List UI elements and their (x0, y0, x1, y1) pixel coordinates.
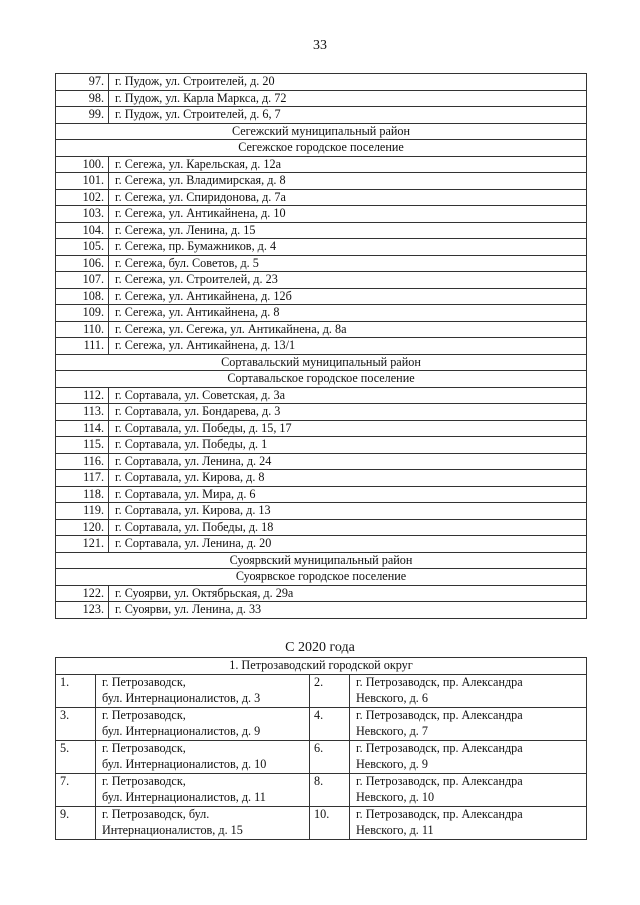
row-number: 1. (56, 675, 96, 708)
address-line: г. Петрозаводск, пр. Александра (356, 675, 523, 689)
address-line: Интернационалистов, д. 15 (102, 822, 243, 837)
table-row (56, 519, 587, 536)
row-address: г. Сегежа, бул. Советов, д. 5 (109, 255, 587, 272)
row-number: 119. (56, 503, 109, 520)
table-row (56, 272, 587, 289)
row-number: 111. (56, 338, 109, 355)
page-number: 33 (313, 38, 327, 53)
table-row (56, 774, 587, 807)
row-address: г. Сегежа, ул. Антикайнена, д. 8 (109, 305, 587, 322)
section-header-row (56, 123, 587, 140)
table-row (56, 107, 587, 124)
table-row (56, 239, 587, 256)
row-address (350, 675, 587, 708)
row-address (96, 807, 310, 840)
row-number: 103. (56, 206, 109, 223)
row-number: 112. (56, 387, 109, 404)
row-number: 97. (56, 74, 109, 91)
section-header: Сегежское городское поселение (56, 140, 587, 157)
table-row (56, 585, 587, 602)
row-number: 122. (56, 585, 109, 602)
table-row (56, 156, 587, 173)
row-address: г. Сортавала, ул. Кирова, д. 13 (109, 503, 587, 520)
row-number: 9. (56, 807, 96, 840)
table-row (56, 387, 587, 404)
row-address: г. Сегежа, пр. Бумажников, д. 4 (109, 239, 587, 256)
row-address: г. Сортавала, ул. Победы, д. 1 (109, 437, 587, 454)
address-line: г. Петрозаводск, (102, 708, 186, 722)
table-row (56, 602, 587, 619)
row-number: 105. (56, 239, 109, 256)
row-address (96, 741, 310, 774)
section-title: С 2020 года (285, 640, 355, 655)
address-line: Невского, д. 6 (356, 690, 428, 705)
row-number: 102. (56, 189, 109, 206)
district-header: 1. Петрозаводский городской округ (56, 658, 587, 675)
table-row (56, 321, 587, 338)
row-address (96, 774, 310, 807)
table-row (56, 222, 587, 239)
section-header-row (56, 140, 587, 157)
row-number: 104. (56, 222, 109, 239)
row-address: г. Сегежа, ул. Антикайнена, д. 10 (109, 206, 587, 223)
table-row (56, 503, 587, 520)
row-address: г. Сегежа, ул. Владимирская, д. 8 (109, 173, 587, 190)
table-row (56, 338, 587, 355)
section-header-row (56, 552, 587, 569)
table-row (56, 470, 587, 487)
row-address: г. Сегежа, ул. Ленина, д. 15 (109, 222, 587, 239)
row-number: 116. (56, 453, 109, 470)
row-number: 118. (56, 486, 109, 503)
row-address (350, 774, 587, 807)
table-row (56, 486, 587, 503)
address-line: бул. Интернационалистов, д. 9 (102, 723, 261, 738)
row-address: г. Сортавала, ул. Бондарева, д. 3 (109, 404, 587, 421)
address-table (55, 73, 587, 619)
row-number: 123. (56, 602, 109, 619)
row-address: г. Сегежа, ул. Карельская, д. 12а (109, 156, 587, 173)
row-number: 98. (56, 90, 109, 107)
table-row (56, 437, 587, 454)
table-row (56, 288, 587, 305)
row-number: 114. (56, 420, 109, 437)
address-line: Невского, д. 11 (356, 822, 434, 837)
row-number: 10. (310, 807, 350, 840)
row-address (350, 741, 587, 774)
table-row (56, 74, 587, 91)
row-address: г. Пудож, ул. Карла Маркса, д. 72 (109, 90, 587, 107)
row-address (350, 807, 587, 840)
section-header-row (56, 569, 587, 586)
section-header: Сортавальский муниципальный район (56, 354, 587, 371)
row-number: 2. (310, 675, 350, 708)
row-number: 117. (56, 470, 109, 487)
row-address: г. Сегежа, ул. Строителей, д. 23 (109, 272, 587, 289)
row-number: 108. (56, 288, 109, 305)
section-header: Суоярвский муниципальный район (56, 552, 587, 569)
address-line: г. Петрозаводск, бул. (102, 807, 210, 821)
row-number: 4. (310, 708, 350, 741)
row-number: 101. (56, 173, 109, 190)
row-number: 100. (56, 156, 109, 173)
row-address: г. Сегежа, ул. Сегежа, ул. Антикайнена, д. 8а (109, 321, 587, 338)
table-row (56, 255, 587, 272)
section-header: Суоярвское городское поселение (56, 569, 587, 586)
address-line: г. Петрозаводск, (102, 741, 186, 755)
row-address: г. Сегежа, ул. Антикайнена, д. 13/1 (109, 338, 587, 355)
row-number: 6. (310, 741, 350, 774)
address-line: г. Петрозаводск, пр. Александра (356, 741, 523, 755)
row-address: г. Сегежа, ул. Спиридонова, д. 7а (109, 189, 587, 206)
table-row (56, 206, 587, 223)
section-header-row (56, 371, 587, 388)
row-address: г. Пудож, ул. Строителей, д. 6, 7 (109, 107, 587, 124)
address-line: г. Петрозаводск, пр. Александра (356, 708, 523, 722)
row-number: 110. (56, 321, 109, 338)
row-address: г. Сортавала, ул. Ленина, д. 24 (109, 453, 587, 470)
table-row (56, 173, 587, 190)
row-number: 107. (56, 272, 109, 289)
address-line: Невского, д. 9 (356, 756, 428, 771)
table-row (56, 453, 587, 470)
row-number: 106. (56, 255, 109, 272)
row-number: 7. (56, 774, 96, 807)
table-row (56, 189, 587, 206)
row-address: г. Сортавала, ул. Победы, д. 18 (109, 519, 587, 536)
table-row (56, 90, 587, 107)
row-address (96, 675, 310, 708)
address-line: Невского, д. 7 (356, 723, 428, 738)
row-address (350, 708, 587, 741)
address-line: г. Петрозаводск, пр. Александра (356, 807, 523, 821)
table-row (56, 305, 587, 322)
row-number: 120. (56, 519, 109, 536)
row-number: 99. (56, 107, 109, 124)
row-address: г. Пудож, ул. Строителей, д. 20 (109, 74, 587, 91)
table-row (56, 708, 587, 741)
row-address: г. Суоярви, ул. Октябрьская, д. 29а (109, 585, 587, 602)
address-line: г. Петрозаводск, (102, 675, 186, 689)
section-header-row (56, 354, 587, 371)
row-address: г. Сортавала, ул. Мира, д. 6 (109, 486, 587, 503)
row-number: 5. (56, 741, 96, 774)
table-row (56, 807, 587, 840)
address-line: Невского, д. 10 (356, 789, 435, 804)
address-line: г. Петрозаводск, пр. Александра (356, 774, 523, 788)
row-number: 8. (310, 774, 350, 807)
row-number: 121. (56, 536, 109, 553)
row-address: г. Сортавала, ул. Победы, д. 15, 17 (109, 420, 587, 437)
address-line: бул. Интернационалистов, д. 10 (102, 756, 267, 771)
row-address: г. Сортавала, ул. Ленина, д. 20 (109, 536, 587, 553)
address-line: бул. Интернационалистов, д. 3 (102, 690, 261, 705)
row-address: г. Сегежа, ул. Антикайнена, д. 12б (109, 288, 587, 305)
address-line: бул. Интернационалистов, д. 11 (102, 789, 266, 804)
section-header: Сортавальское городское поселение (56, 371, 587, 388)
address-table-2020 (55, 657, 587, 840)
section-header: Сегежский муниципальный район (56, 123, 587, 140)
table-header-row (56, 658, 587, 675)
table-row (56, 675, 587, 708)
row-address: г. Сортавала, ул. Советская, д. 3а (109, 387, 587, 404)
row-number: 3. (56, 708, 96, 741)
table-row (56, 420, 587, 437)
table-row (56, 741, 587, 774)
row-number: 109. (56, 305, 109, 322)
table-row (56, 404, 587, 421)
row-number: 115. (56, 437, 109, 454)
address-line: г. Петрозаводск, (102, 774, 186, 788)
row-number: 113. (56, 404, 109, 421)
row-address (96, 708, 310, 741)
table-row (56, 536, 587, 553)
row-address: г. Суоярви, ул. Ленина, д. 33 (109, 602, 587, 619)
row-address: г. Сортавала, ул. Кирова, д. 8 (109, 470, 587, 487)
